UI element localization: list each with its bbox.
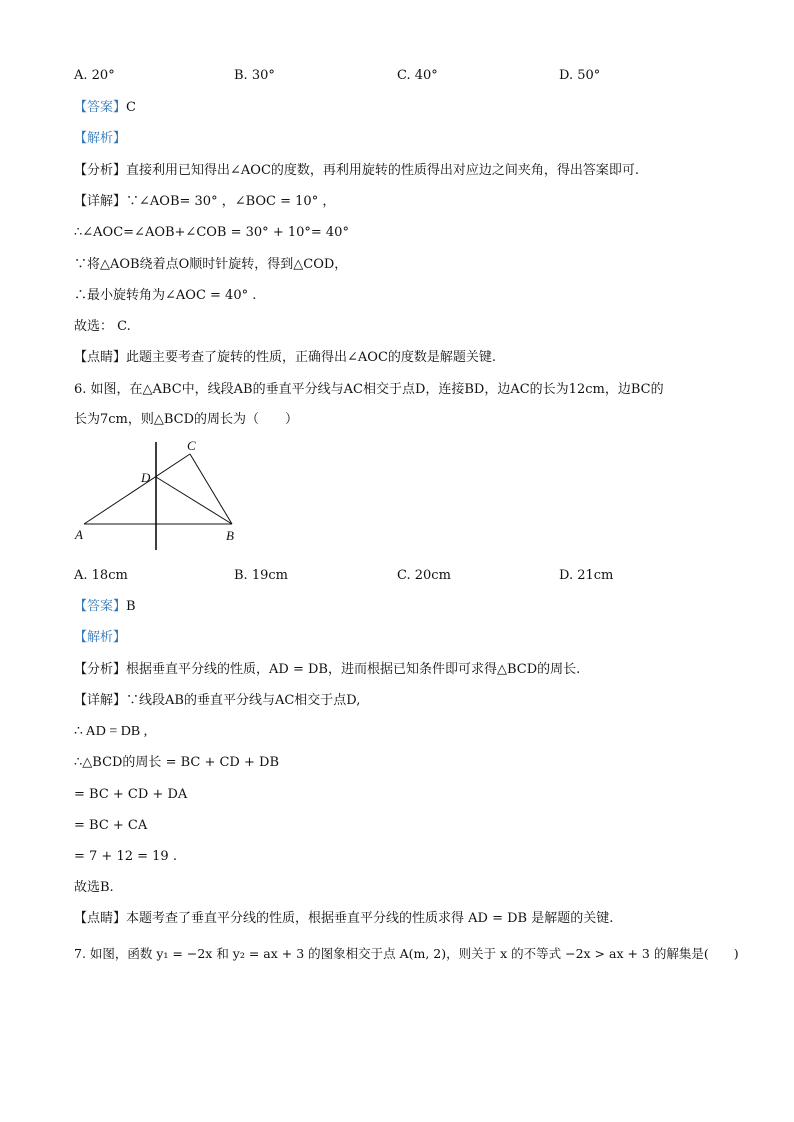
- dianjing-text: 此题主要考查了旋转的性质，正确得出∠AOC的度数是解题关键.: [126, 350, 497, 365]
- fenxi-text: 直接利用已知得出∠AOC的度数，再利用旋转的性质得出对应边之间夹角，得出答案即可.: [126, 163, 640, 178]
- dianjing-tag: 【点睛】: [74, 911, 127, 926]
- label-a: A: [75, 527, 83, 542]
- q6-step: ∴△BCD的周长 = BC + CD + DB: [74, 755, 279, 770]
- side-ac: [84, 454, 190, 524]
- answer-tag: 【答案】: [74, 599, 127, 614]
- q6-fenxi: [74, 661, 580, 679]
- q5-step: ∴∠AOC=∠AOB+∠COB = 30° + 10°= 40°: [74, 225, 349, 240]
- side-bc: [190, 454, 232, 524]
- q5-xiangjie: [74, 193, 335, 211]
- q7-question: 7. 如图，函数 y₁ = −2x 和 y₂ = ax + 3 的图象相交于点 A(m, 2)，则关于 x 的不等式 −2x > ax + 3 的解集是( ): [74, 946, 739, 961]
- q6-analysis-tag: 【解析】: [74, 630, 127, 645]
- q6-step: = BC + CA: [74, 818, 148, 833]
- answer-value: B: [126, 599, 136, 614]
- triangle-diagram: [70, 440, 250, 555]
- q6-option-c: C. 20cm: [397, 568, 451, 583]
- q6-answer: [74, 598, 136, 616]
- q6-question-line2: 长为7cm，则△BCD的周长为（ ）: [74, 412, 299, 427]
- q6-option-a: A. 18cm: [74, 568, 128, 583]
- q6-figure: [70, 440, 250, 555]
- q5-option-d: D. 50°: [559, 68, 601, 83]
- q6-option-d: D. 21cm: [559, 568, 614, 583]
- q5-answer: [74, 99, 136, 117]
- fenxi-tag: 【分析】: [74, 163, 127, 178]
- q6-step: = 7 + 12 = 19 .: [74, 849, 177, 864]
- segment-bd: [156, 477, 232, 524]
- q5-analysis-tag: 【解析】: [74, 131, 127, 146]
- q6-step: = BC + CD + DA: [74, 787, 188, 802]
- xiangjie-tag: 【详解】: [74, 194, 127, 209]
- label-d: D: [141, 470, 151, 485]
- q6-question-line1: 6. 如图，在△ABC中，线段AB的垂直平分线与AC相交于点D，连接BD，边AC的长为12cm，边BC的: [74, 382, 664, 397]
- q6-option-b: B. 19cm: [234, 568, 288, 583]
- answer-tag: 【答案】: [74, 100, 127, 115]
- fenxi-text: 根据垂直平分线的性质，AD = DB，进而根据已知条件即可求得△BCD的周长.: [126, 662, 581, 677]
- q5-option-b: B. 30°: [234, 68, 275, 83]
- fenxi-tag: 【分析】: [74, 662, 127, 677]
- q6-xiangjie: [74, 692, 360, 710]
- q6-dianjing: [74, 910, 613, 928]
- xiangjie-step: ∵∠AOB= 30° ，∠BOC = 10° ，: [126, 194, 336, 209]
- q5-step: 故选： C.: [74, 319, 131, 334]
- q6-step: 故选B.: [74, 880, 114, 895]
- q5-fenxi: [74, 162, 639, 180]
- label-b: B: [226, 528, 234, 543]
- answer-value: C: [126, 100, 136, 115]
- q5-dianjing: [74, 349, 496, 367]
- q5-option-a: A. 20°: [74, 68, 115, 83]
- q5-step: ∵将△AOB绕着点O顺时针旋转，得到△COD，: [74, 257, 348, 272]
- dianjing-tag: 【点睛】: [74, 350, 127, 365]
- q5-option-c: C. 40°: [397, 68, 438, 83]
- dianjing-text: 本题考查了垂直平分线的性质，根据垂直平分线的性质求得 AD = DB 是解题的关键.: [126, 911, 614, 926]
- xiangjie-tag: 【详解】: [74, 693, 127, 708]
- q5-step: ∴最小旋转角为∠AOC = 40° .: [74, 288, 257, 303]
- q6-step: ∴ AD = DB ,: [74, 724, 148, 739]
- xiangjie-text: ∵线段AB的垂直平分线与AC相交于点D,: [126, 693, 361, 708]
- label-c: C: [187, 440, 196, 453]
